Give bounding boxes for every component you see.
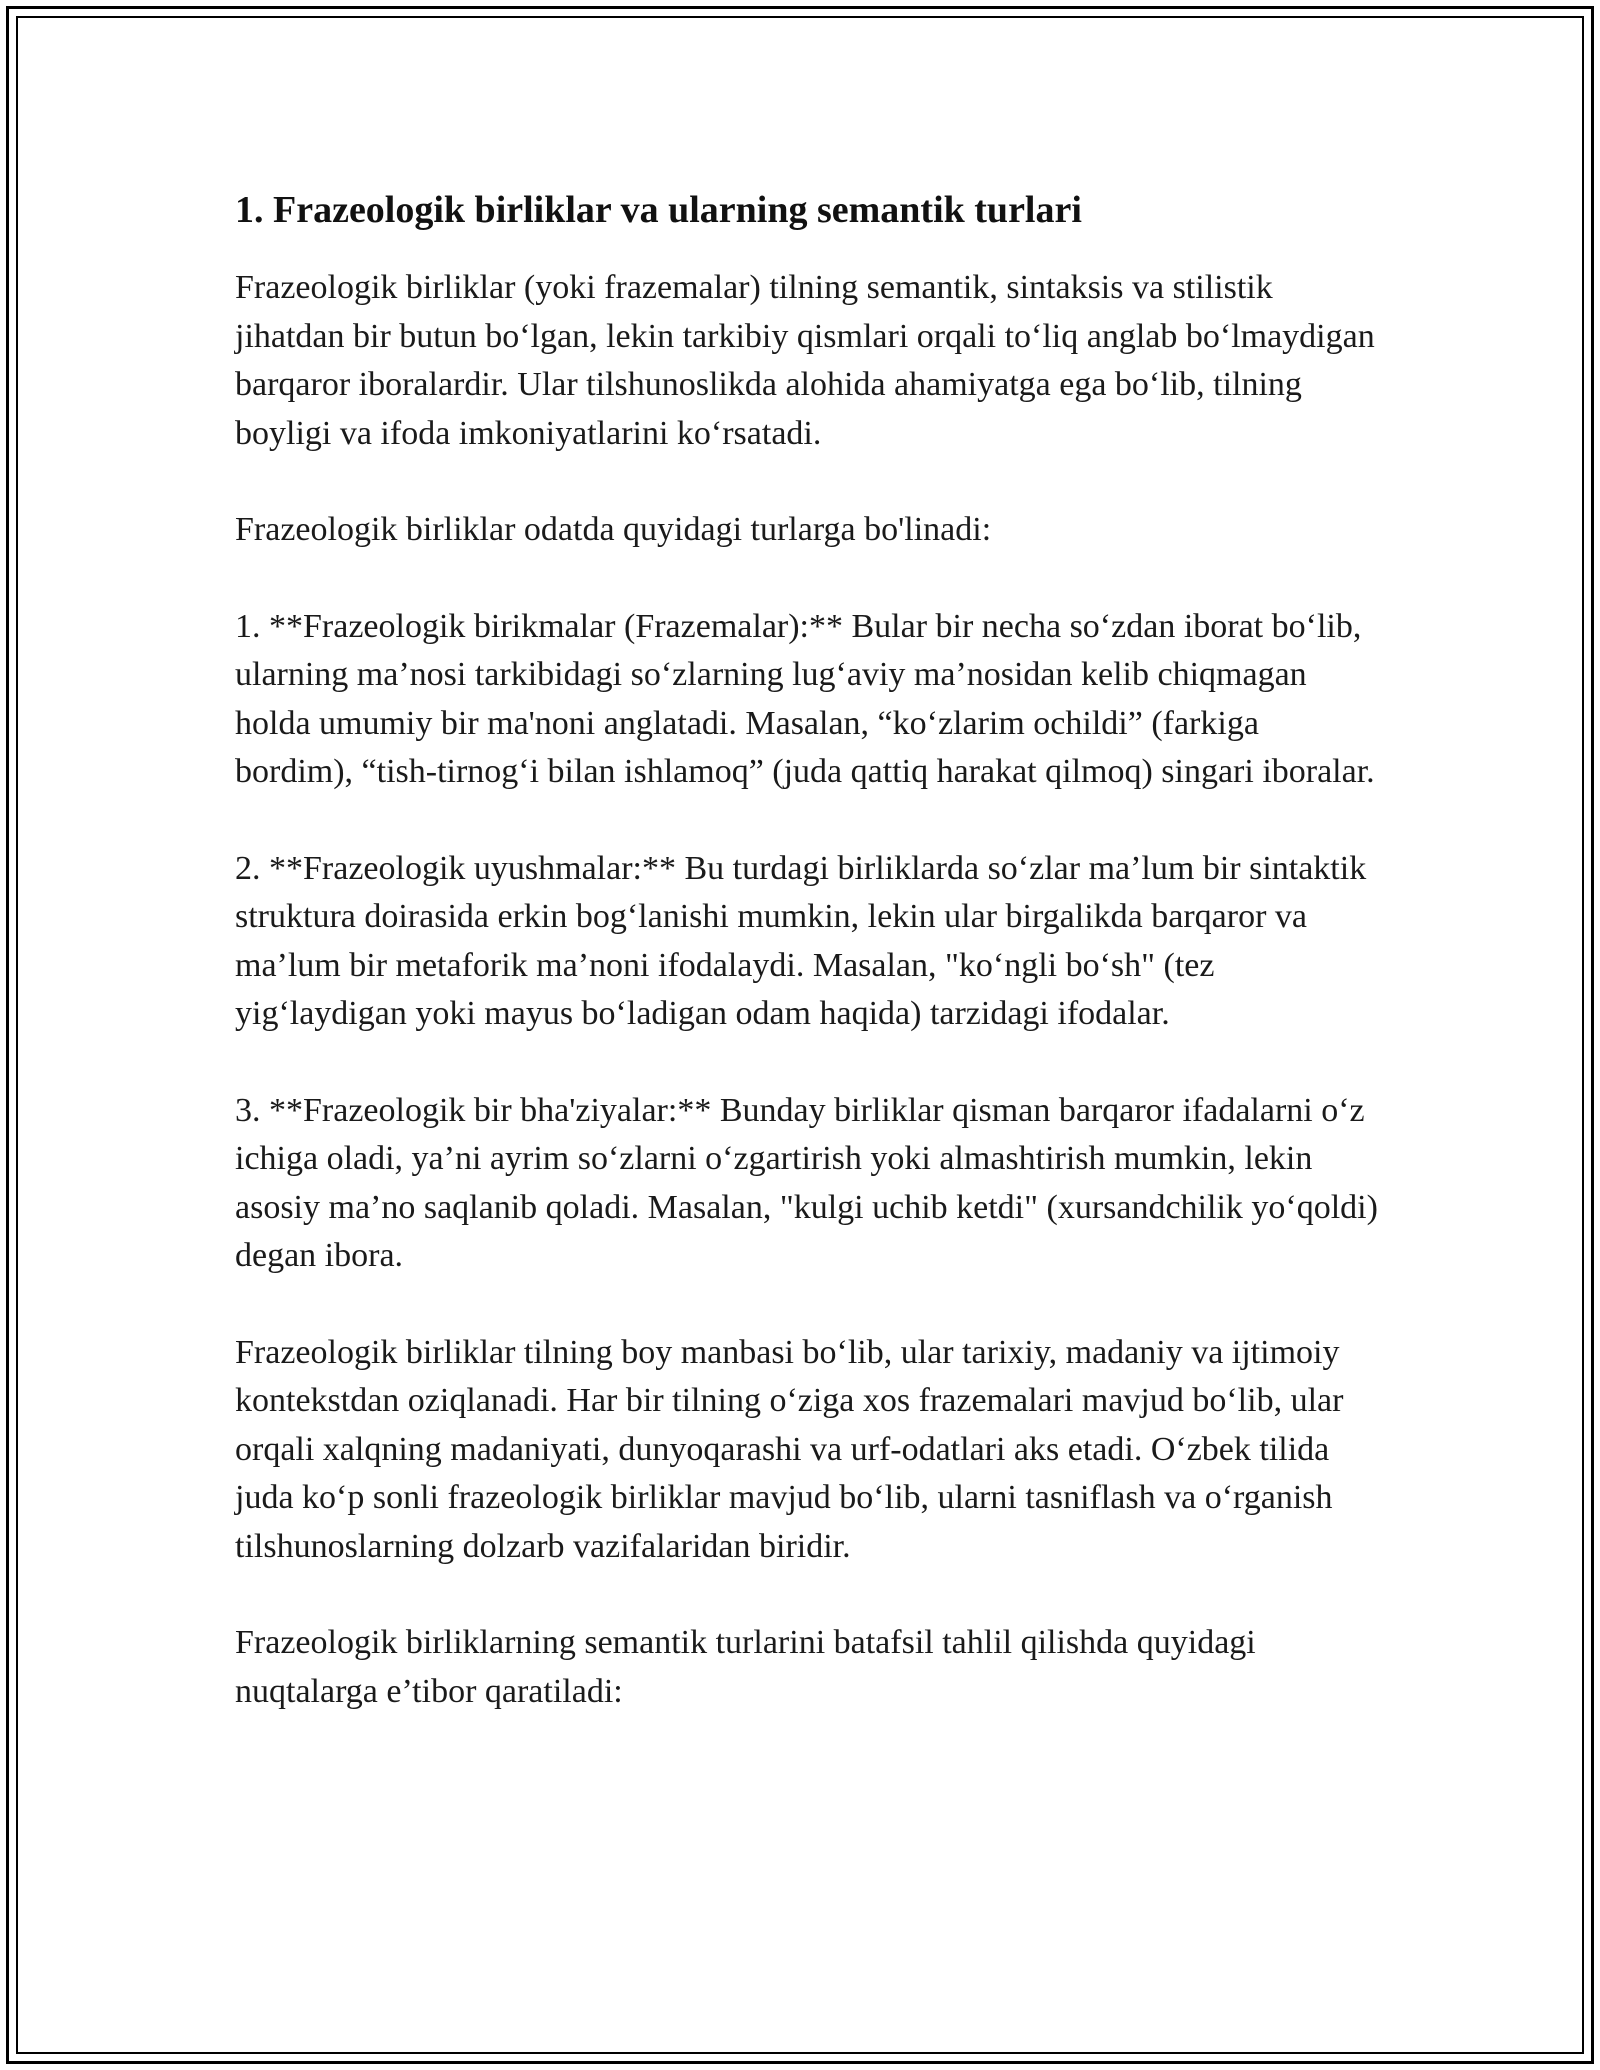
document-body bbox=[235, 184, 1385, 1764]
paragraph-intro: Frazeologik birliklar (yoki frazemalar) tilning semantik, sintaksis va stilistik jihatdan bir butun bo‘lgan, lekin tarkibiy qismlari orqali to‘liq anglab bo‘lmaydigan barqaror iboralardir. Ular tilshunoslikda alohida ahamiyatga ega bo‘lib, tilning boyligi va ifoda imkoniyatlarini ko‘rsatadi. bbox=[235, 269, 1375, 452]
paragraph-summary: Frazeologik birliklar tilning boy manbasi bo‘lib, ular tarixiy, madaniy va ijtimoiy kontekstdan oziqlanadi. Har bir tilning o‘ziga xos frazemalari mavjud bo‘lib, ular orqali xalqning madaniyati, dunyoqarashi va urf-odatlari aks etadi. O‘zbek tilida juda ko‘p sonli frazeologik birliklar mavjud bo‘lib, ularni tasniflash va o‘rganish tilshunoslarning dolzarb vazifalaridan biridir. bbox=[235, 1333, 1344, 1565]
paragraph-analysis-intro: Frazeologik birliklarning semantik turlarini batafsil tahlil qilishda quyidagi nuqtalarga e’tibor qaratiladi: bbox=[235, 1624, 1256, 1710]
paragraph-types-intro: Frazeologik birliklar odatda quyidagi turlarga bo'linadi: bbox=[235, 511, 992, 548]
paragraph-type-3: 3. **Frazeologik bir bha'ziyalar:** Bunday birliklar qisman barqaror ifadalarni o‘z ichiga oladi, ya’ni ayrim so‘zlarni o‘zgartirish yoki almashtirish mumkin, lekin asosiy ma’no saqlanib qoladi. Masalan, "kulgi uchib ketdi" (xursandchilik yo‘qoldi) degan ibora. bbox=[235, 1091, 1378, 1274]
paragraph-type-2: 2. **Frazeologik uyushmalar:** Bu turdagi birliklarda so‘zlar ma’lum bir sintaktik struktura doirasida erkin bog‘lanishi mumkin, lekin ular birgalikda barqaror va ma’lum bir metaforik ma’noni ifodalaydi. Masalan, "ko‘ngli bo‘sh" (tez yig‘laydigan yoki mayus bo‘ladigan odam haqida) tarzidagi ifodalar. bbox=[235, 849, 1367, 1032]
paragraph-type-1: 1. **Frazeologik birikmalar (Frazemalar):** Bular bir necha so‘zdan iborat bo‘lib, ularning ma’nosi tarkibidagi so‘zlarning lug‘aviy ma’nosidan kelib chiqmagan holda umumiy bir ma'noni anglatadi. Masalan, “ko‘zlarim ochildi” (farkiga bordim), “tish-tirnog‘i bilan ishlamoq” (juda qattiq harakat qilmoq) singari iboralar. bbox=[235, 607, 1375, 790]
section-heading: 1. Frazeologik birliklar va ularning semantik turlari bbox=[235, 189, 1082, 231]
